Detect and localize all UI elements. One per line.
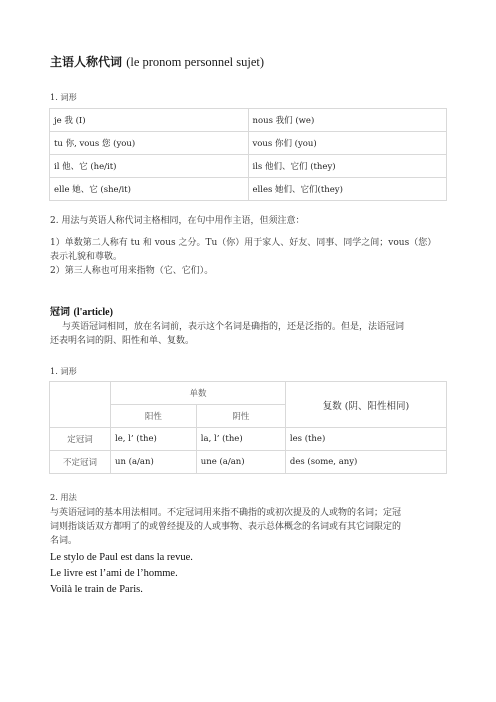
example-sentence-3: Voilà le train de Paris.	[50, 584, 143, 595]
table-cell: un (a/an)	[111, 451, 197, 474]
table-cell: nous 我们 (we)	[248, 109, 447, 132]
header-masculine: 阳性	[111, 405, 197, 428]
table-cell: une (a/an)	[196, 451, 285, 474]
example-sentence-1: Le stylo de Paul est dans la revue.	[50, 552, 193, 563]
table-corner-cell	[50, 382, 111, 428]
usage-line-2: 词则指谈话双方都明了的或曾经提及的人或事物、表示总体概念的名词或有其它词限定的	[50, 522, 402, 532]
section-2-label: 2. 用法与英语人称代词主格相同，在句中用作主语，但须注意：	[50, 216, 305, 226]
article-table	[49, 381, 447, 474]
article-heading-french: (l'article)	[73, 307, 113, 318]
table-cell: vous 你们 (you)	[248, 132, 447, 155]
table-row	[50, 132, 447, 155]
table-cell: tu 你, vous 您 (you)	[50, 132, 249, 155]
table-cell: les (the)	[285, 428, 446, 451]
article-section-2-label: 2. 用法	[50, 492, 77, 502]
table-header-row	[50, 382, 447, 405]
table-cell: ils 他们、它们 (they)	[248, 155, 447, 178]
table-cell: le, l’ (the)	[111, 428, 197, 451]
row-label-indefinite: 不定冠词	[50, 451, 111, 474]
table-row	[50, 109, 447, 132]
table-cell: des (some, any)	[285, 451, 446, 474]
table-cell: la, l’ (the)	[196, 428, 285, 451]
table-row	[50, 451, 447, 474]
note-line-3: 2）第三人称也可用来指物（它、它们）。	[50, 266, 214, 276]
table-cell: elles 她们、它们(they)	[248, 178, 447, 201]
note-line-2: 表示礼貌和尊敬。	[50, 252, 123, 262]
section-1-label: 1. 词形	[50, 92, 77, 102]
usage-line-1: 与英语冠词的基本用法相同。不定冠词用来指不确指的或初次提及的人或物的名词；定冠	[50, 508, 402, 518]
pronoun-table	[49, 108, 447, 201]
table-cell: je 我 (I)	[50, 109, 249, 132]
table-cell: il 他、它 (he/it)	[50, 155, 249, 178]
note-line-1: 1）单数第二人称有 tu 和 vous 之分。Tu（你）用于家人、好友、同事、同学之间；vous（您）	[50, 238, 437, 248]
title-french: (le pronom personnel sujet)	[126, 55, 265, 69]
page-title	[50, 53, 264, 70]
article-intro-line-1: 与英语冠词相同，放在名词前，表示这个名词是确指的，还是泛指的。但是，法语冠词	[62, 322, 405, 332]
article-intro-line-2: 还表明名词的阴、阳性和单、复数。	[50, 336, 195, 346]
table-row	[50, 428, 447, 451]
article-heading-chinese: 冠词	[50, 307, 70, 318]
example-sentence-2: Le livre est l’ami de l’homme.	[50, 568, 178, 579]
table-row	[50, 155, 447, 178]
title-chinese: 主语人称代词	[50, 55, 123, 69]
article-heading	[50, 303, 113, 318]
article-section-1-label: 1. 词形	[50, 366, 77, 376]
row-label-definite: 定冠词	[50, 428, 111, 451]
table-row	[50, 178, 447, 201]
table-cell: elle 她、它 (she/it)	[50, 178, 249, 201]
usage-line-3: 名词。	[50, 536, 78, 546]
header-singular: 单数	[111, 382, 286, 405]
header-plural: 复数 (阴、阳性相同)	[285, 382, 446, 428]
header-feminine: 阴性	[196, 405, 285, 428]
